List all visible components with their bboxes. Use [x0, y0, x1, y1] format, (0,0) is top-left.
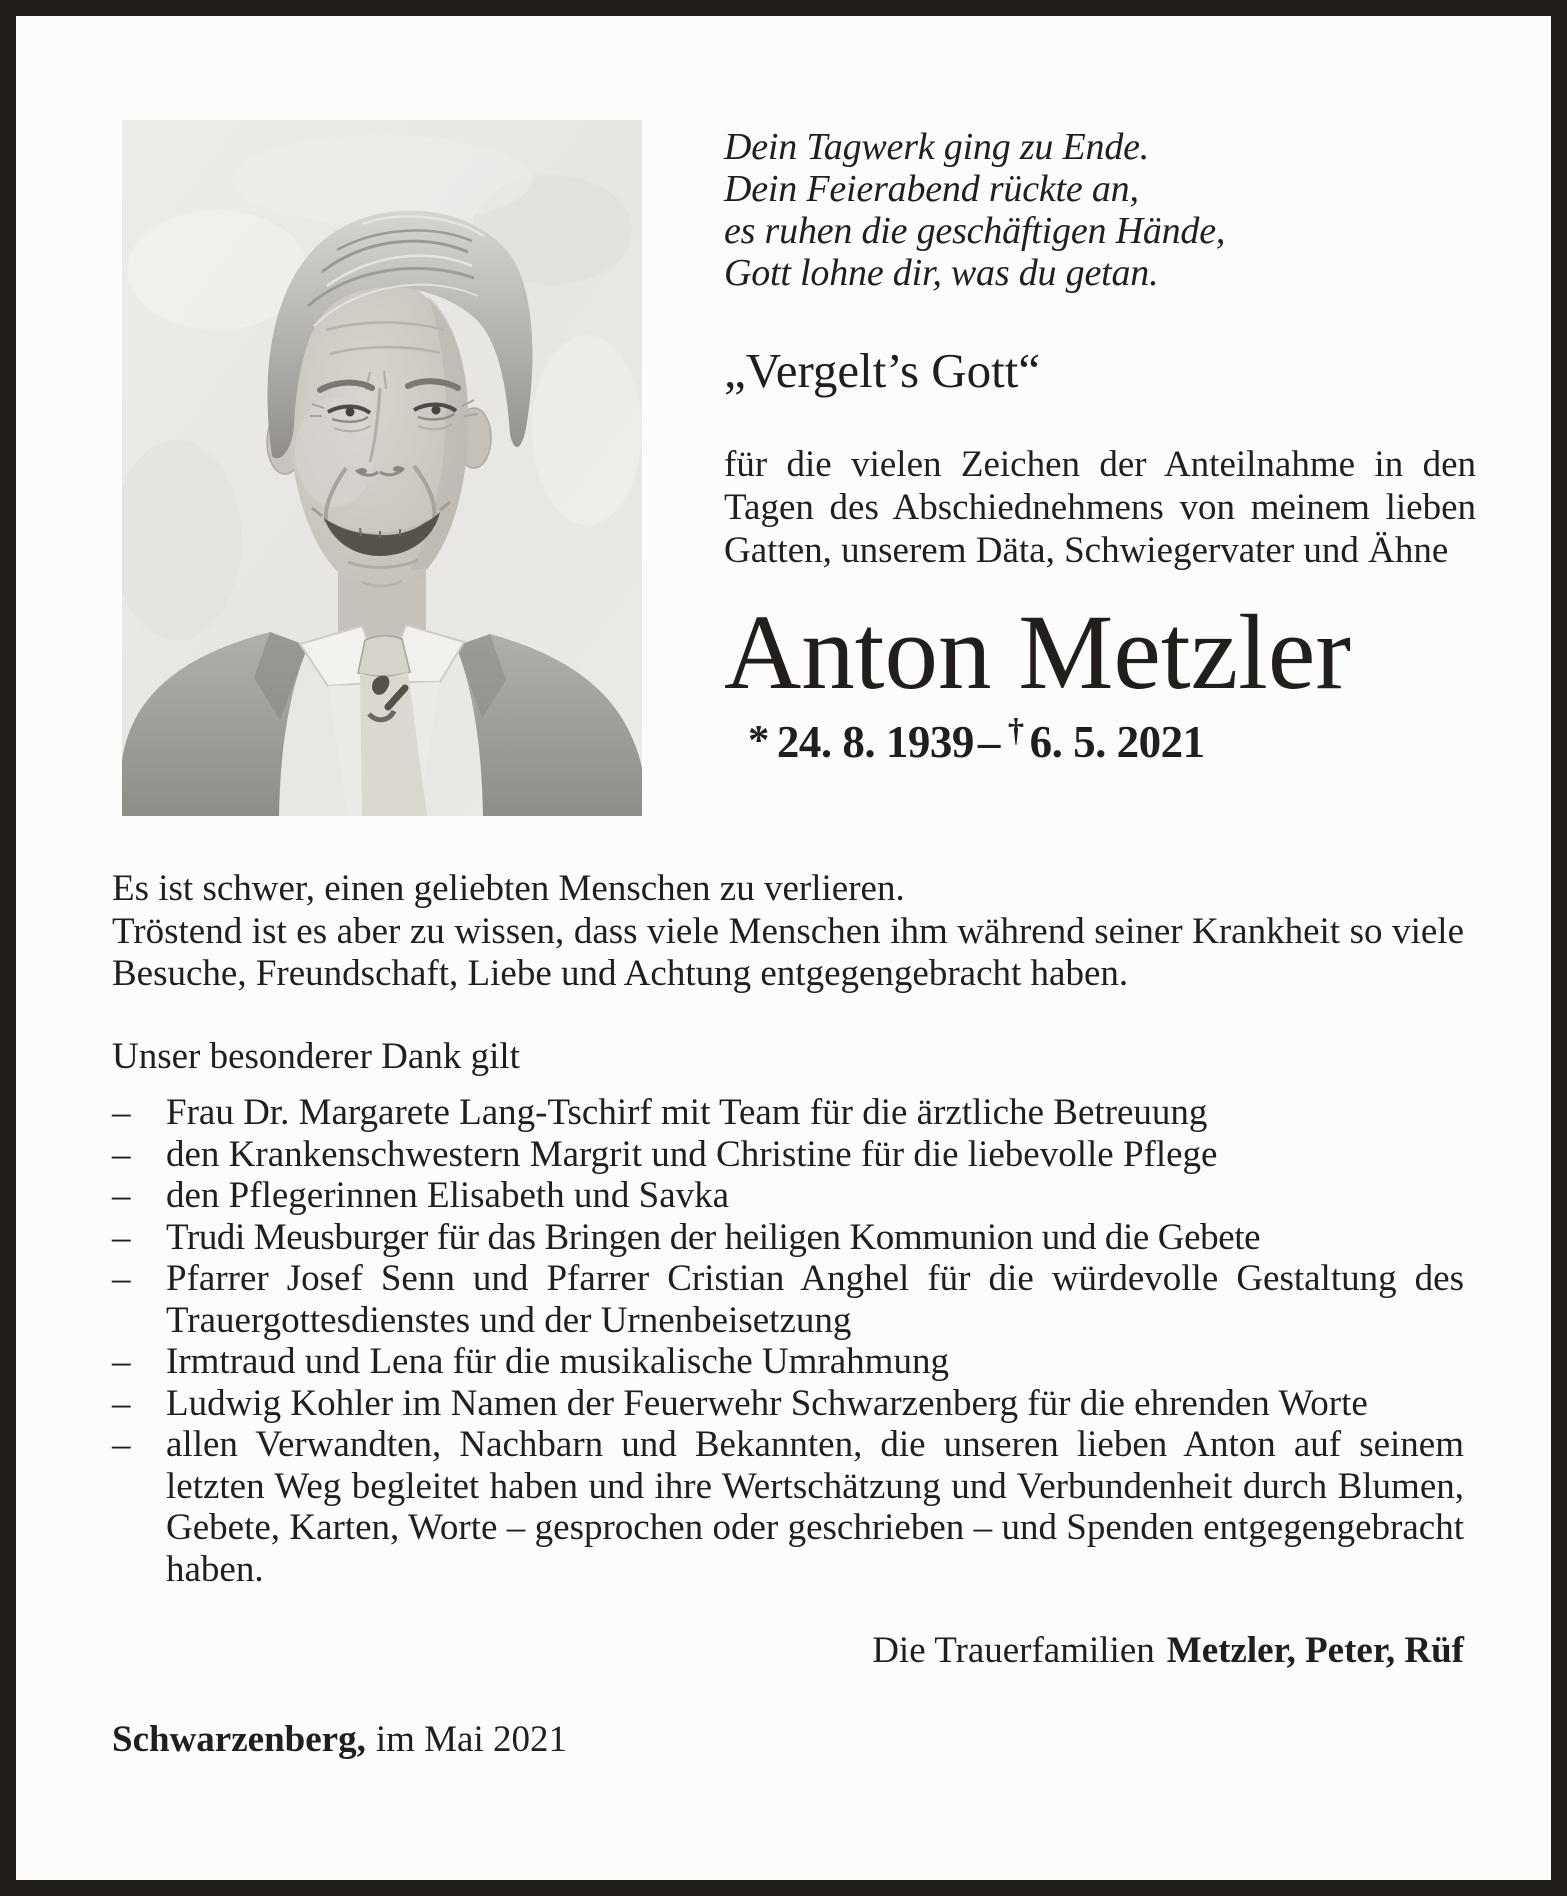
- life-dates: [724, 713, 1476, 768]
- thanks-item: – allen Verwandten, Nachbarn und Bekannten, die unseren lieben Anton auf seinem letzten Weg begleitet haben und ihre Wertschätzung und Verbundenheit durch Blumen, Gebete, Karten, Worte – gesprochen oder geschrieben – und Spenden entgegengebracht haben.: [112, 1424, 1464, 1590]
- deceased-name: Anton Metzler: [724, 594, 1351, 712]
- date: im Mai 2021: [375, 1718, 567, 1760]
- condolence-line: Es ist schwer, einen geliebten Menschen zu verlieren.: [112, 868, 905, 909]
- dash-bullet: –: [112, 1133, 131, 1175]
- thanks-item: – Ludwig Kohler im Namen der Feuerwehr Schwarzenberg für die ehrenden Worte: [112, 1382, 1368, 1424]
- family-names: Metzler, Peter, Rüf: [1166, 1630, 1464, 1671]
- closing-line: [112, 1630, 1464, 1673]
- thanks-item: – Frau Dr. Margarete Lang-Tschirf mit Team für die ärztliche Betreuung: [112, 1092, 1208, 1133]
- thanks-list: [112, 1092, 1464, 1590]
- dash-bullet: –: [112, 1424, 131, 1465]
- thanks-item: – den Pflegerinnen Elisabeth und Savka: [112, 1175, 730, 1216]
- date-separator: –: [977, 717, 1000, 768]
- dedication-text: für die vielen Zeichen der Anteilnahme in den Tagen des Abschiednehmens von meinem lieben Gatten, unserem Däta, Schwiegervater und Ähne: [724, 444, 1476, 571]
- thanks-item: – Irmtraud und Lena für die musikalische Umrahmung: [112, 1341, 949, 1382]
- dash-bullet: –: [112, 1382, 131, 1424]
- dash-bullet: –: [112, 1258, 131, 1299]
- thanks-quote: „Vergelt’s Gott“: [724, 343, 1041, 398]
- dash-bullet: –: [112, 1216, 131, 1258]
- birth-symbol: *: [748, 717, 769, 765]
- poem-line: Dein Feierabend rückte an,: [724, 168, 1139, 210]
- header-column: [724, 126, 1476, 768]
- place-date-line: [112, 1719, 1464, 1762]
- dash-bullet: –: [112, 1092, 131, 1133]
- death-symbol: †: [1007, 713, 1024, 750]
- dash-bullet: –: [112, 1341, 131, 1382]
- closing-prefix: Die Trauerfamilien: [872, 1630, 1155, 1671]
- thanks-item: – Pfarrer Josef Senn und Pfarrer Cristian Anghel für die würdevolle Gestaltung des Trauergottesdienstes und der Urnenbeisetzung: [112, 1258, 1464, 1341]
- thanks-item: – den Krankenschwestern Margrit und Christine für die liebevolle Pflege: [112, 1133, 1218, 1175]
- poem-line: es ruhen die geschäftigen Hände,: [724, 210, 1226, 252]
- place: Schwarzenberg,: [112, 1718, 366, 1760]
- portrait-illustration: [122, 120, 642, 816]
- birth-date: 24. 8. 1939: [776, 717, 974, 768]
- thanks-item: – Trudi Meusburger für das Bringen der heiligen Kommunion und die Gebete: [112, 1216, 1261, 1258]
- thanks-heading: Unser besonderer Dank gilt: [112, 1035, 520, 1077]
- dash-bullet: –: [112, 1175, 131, 1216]
- memorial-poem: [724, 126, 1476, 294]
- poem-line: Gott lohne dir, was du getan.: [724, 252, 1159, 294]
- portrait-photo: [122, 120, 642, 816]
- death-date: 6. 5. 2021: [1029, 717, 1205, 768]
- main-text: [112, 868, 1464, 1761]
- condolence-paragraph: Tröstend ist es aber zu wissen, dass viele Menschen ihm während seiner Krankheit so viele Besuche, Freundschaft, Liebe und Achtung entgegengebracht haben.: [112, 910, 1464, 994]
- poem-line: Dein Tagwerk ging zu Ende.: [724, 126, 1150, 168]
